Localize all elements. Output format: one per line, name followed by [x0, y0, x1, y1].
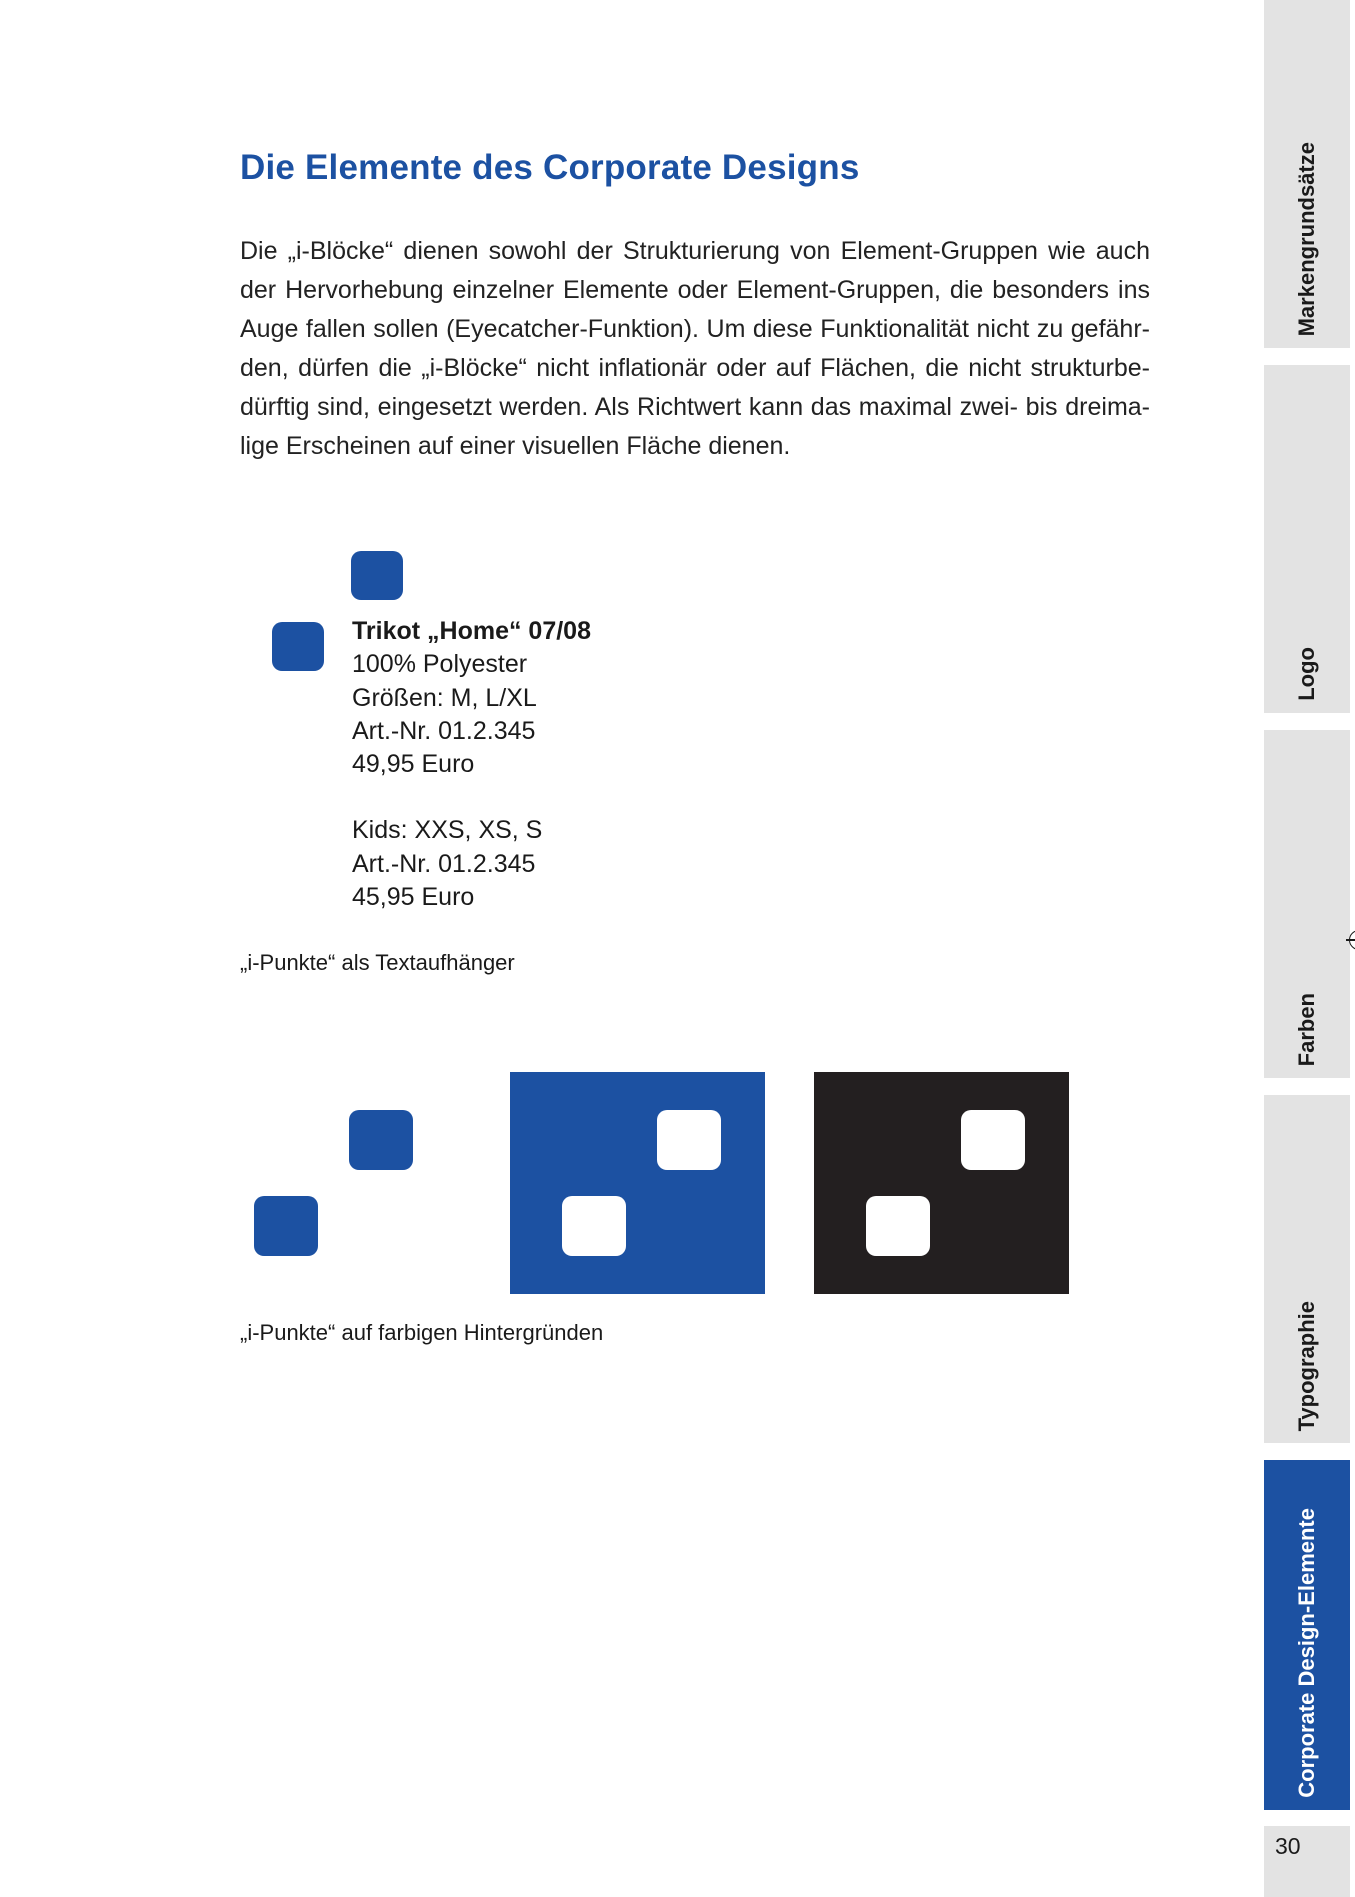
tab-corporate-design-elemente[interactable] — [1264, 1460, 1350, 1810]
intro-line: Auge fallen sollen (Eyecatcher-Funktion). Um diese Funktionalität nicht zu gefähr- — [240, 315, 1150, 343]
product-info-block — [352, 615, 591, 914]
product-kids-sizes: Kids: XXS, XS, S — [352, 816, 543, 845]
intro-paragraph — [240, 232, 1150, 466]
intro-line: der Hervorhebung einzelner Elemente oder Element-Gruppen, die besonders ins — [240, 276, 1150, 304]
tab-logo[interactable] — [1264, 365, 1350, 713]
tab-markengrundsaetze[interactable] — [1264, 0, 1350, 348]
caption-text-hook: „i-Punkte“ als Textaufhänger — [240, 950, 515, 975]
tab-label: Markengrundsätze — [1294, 141, 1319, 336]
product-kids-article-number: Art.-Nr. 01.2.345 — [352, 849, 536, 878]
i-punkt-lower — [272, 622, 324, 671]
i-punkt-white-bg-upper — [349, 1110, 413, 1170]
tab-label: Typographie — [1294, 1300, 1319, 1431]
i-punkt-white-bg-lower — [254, 1196, 318, 1256]
page-number: 30 — [1275, 1833, 1301, 1859]
tab-label: Farben — [1294, 992, 1319, 1066]
product-kids-price: 45,95 Euro — [352, 883, 475, 912]
product-material: 100% Polyester — [352, 650, 528, 679]
tab-label: Corporate Design-Elemente — [1294, 1508, 1319, 1798]
i-punkt-on-black-upper — [961, 1110, 1025, 1170]
tab-farben[interactable] — [1264, 730, 1350, 1078]
black-background-panel — [814, 1072, 1069, 1294]
tab-label: Logo — [1294, 647, 1319, 701]
intro-line: den, dürfen die „i-Blöcke“ nicht inflationär oder auf Flächen, die nicht strukturbe- — [240, 354, 1150, 382]
intro-line: Die „i-Blöcke“ dienen sowohl der Strukturierung von Element-Gruppen wie auch — [240, 237, 1150, 265]
i-punkt-upper — [351, 551, 403, 600]
intro-line: dürftig sind, eingesetzt werden. Als Richtwert kann das maximal zwei- bis dreima- — [240, 393, 1150, 421]
i-punkt-on-blue-upper — [657, 1110, 721, 1170]
product-article-number: Art.-Nr. 01.2.345 — [352, 716, 536, 745]
product-price: 49,95 Euro — [352, 750, 475, 779]
blue-background-panel — [510, 1072, 765, 1294]
intro-line: lige Erscheinen auf einer visuellen Fläche dienen. — [240, 432, 791, 460]
i-punkt-on-black-lower — [866, 1196, 930, 1256]
product-name: Trikot „Home“ 07/08 — [352, 617, 591, 645]
spacer — [352, 781, 591, 814]
product-sizes: Größen: M, L/XL — [352, 683, 537, 712]
tab-typographie[interactable] — [1264, 1095, 1350, 1443]
i-punkt-on-blue-lower — [562, 1196, 626, 1256]
page-title: Die Elemente des Corporate Designs — [240, 148, 860, 187]
caption-colored-backgrounds: „i-Punkte“ auf farbigen Hintergründen — [240, 1320, 604, 1345]
